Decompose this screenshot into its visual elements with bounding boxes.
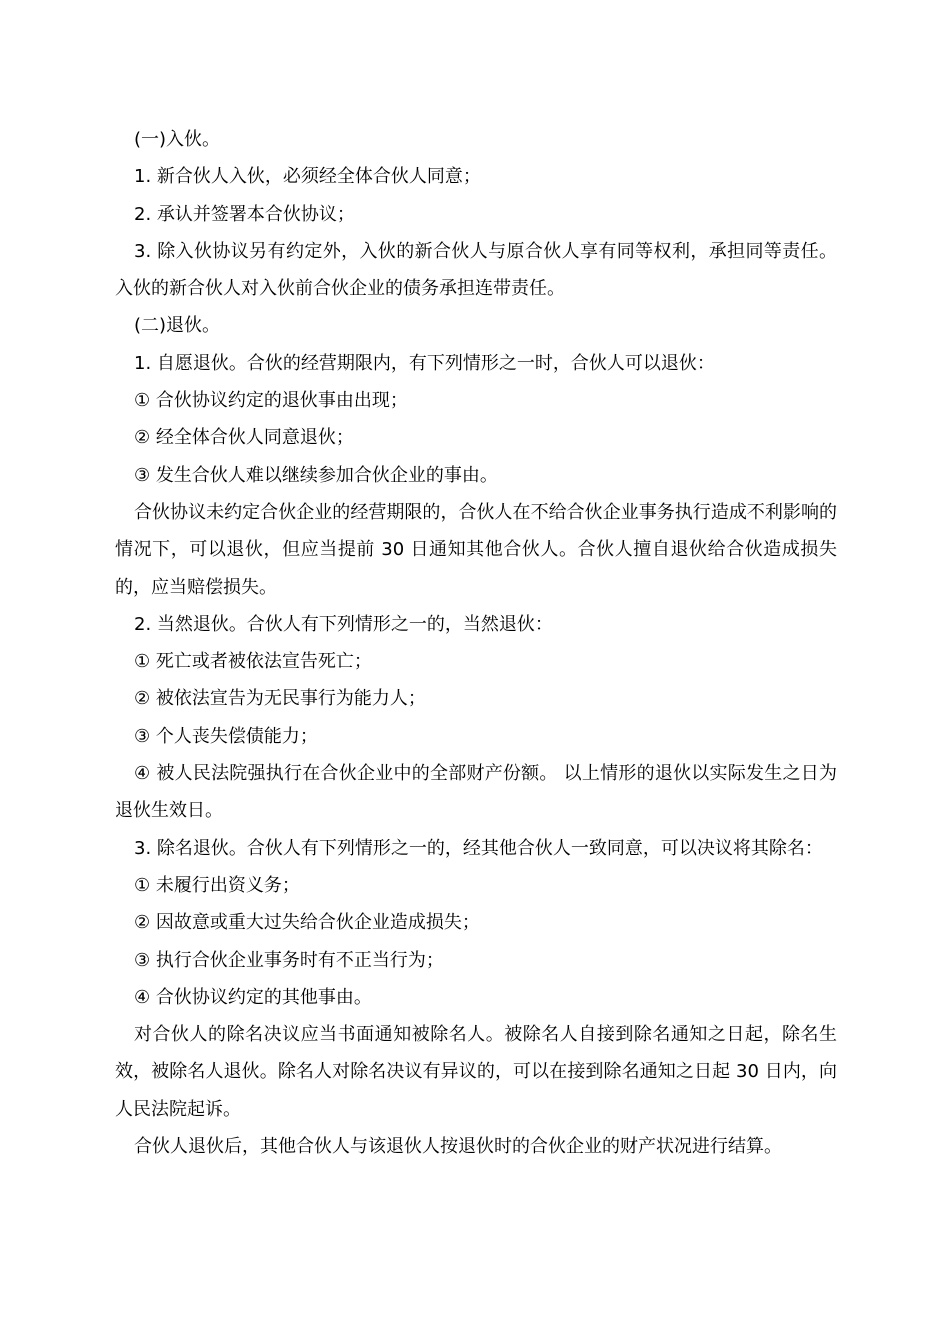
list-item: ① 合伙协议约定的退伙事由出现； bbox=[134, 390, 408, 412]
paragraph-settlement: 合伙人退伙后，其他合伙人与该退伙人按退伙时的合伙企业的财产状况进行结算。 bbox=[134, 1136, 782, 1158]
clause-voluntary-withdrawal: 1. 自愿退伙。合伙的经营期限内，有下列情形之一时，合伙人可以退伙： bbox=[134, 352, 715, 374]
list-item: ④ 合伙协议约定的其他事由。 bbox=[134, 986, 372, 1008]
clause-expulsion: 3. 除名退伙。合伙人有下列情形之一的，经其他合伙人一致同意，可以决议将其除名： bbox=[134, 837, 823, 859]
section-heading-withdrawal: (二)退伙。 bbox=[134, 315, 221, 337]
document-body bbox=[115, 121, 837, 1165]
paragraph-expulsion-notice: 对合伙人的除名决议应当书面通知被除名人。被除名人自接到除名通知之日起，除名生效，被除名人退伙。除名人对除名决议有异议的，可以在接到除名通知之日起 30 日内，向人民法院起诉。 bbox=[115, 1024, 837, 1120]
list-item: ④ 被人民法院强执行在合伙企业中的全部财产份额。 以上情形的退伙以实际发生之日为退伙生效日。 bbox=[115, 763, 837, 822]
paragraph-no-term-withdrawal: 合伙协议未约定合伙企业的经营期限的，合伙人在不给合伙企业事务执行造成不利影响的情况下，可以退伙，但应当提前 30 日通知其他合伙人。合伙人擅自退伙给合伙造成损失的，应当赔偿损失。 bbox=[115, 501, 837, 598]
list-item: ② 被依法宣告为无民事行为能力人； bbox=[134, 688, 426, 710]
clause-join-1: 1. 新合伙人入伙，必须经全体合伙人同意； bbox=[134, 166, 481, 188]
list-item: ② 因故意或重大过失给合伙企业造成损失； bbox=[134, 912, 480, 934]
list-item: ① 未履行出资义务； bbox=[134, 874, 300, 896]
section-heading-joining: (一)入伙。 bbox=[134, 129, 221, 150]
clause-join-2: 2. 承认并签署本合伙协议； bbox=[134, 203, 355, 225]
list-item: ③ 执行合伙企业事务时有不正当行为； bbox=[134, 949, 444, 971]
clause-join-3: 3. 除入伙协议另有约定外，入伙的新合伙人与原合伙人享有同等权利，承担同等责任。入伙的新合伙人对入伙前合伙企业的债务承担连带责任。 bbox=[115, 240, 837, 300]
list-item: ③ 发生合伙人难以继续参加合伙企业的事由。 bbox=[134, 464, 498, 486]
list-item: ③ 个人丧失偿债能力； bbox=[134, 725, 318, 747]
list-item: ② 经全体合伙人同意退伙； bbox=[134, 427, 354, 449]
list-item: ① 死亡或者被依法宣告死亡； bbox=[134, 651, 372, 673]
clause-automatic-withdrawal: 2. 当然退伙。合伙人有下列情形之一的，当然退伙： bbox=[134, 613, 553, 635]
